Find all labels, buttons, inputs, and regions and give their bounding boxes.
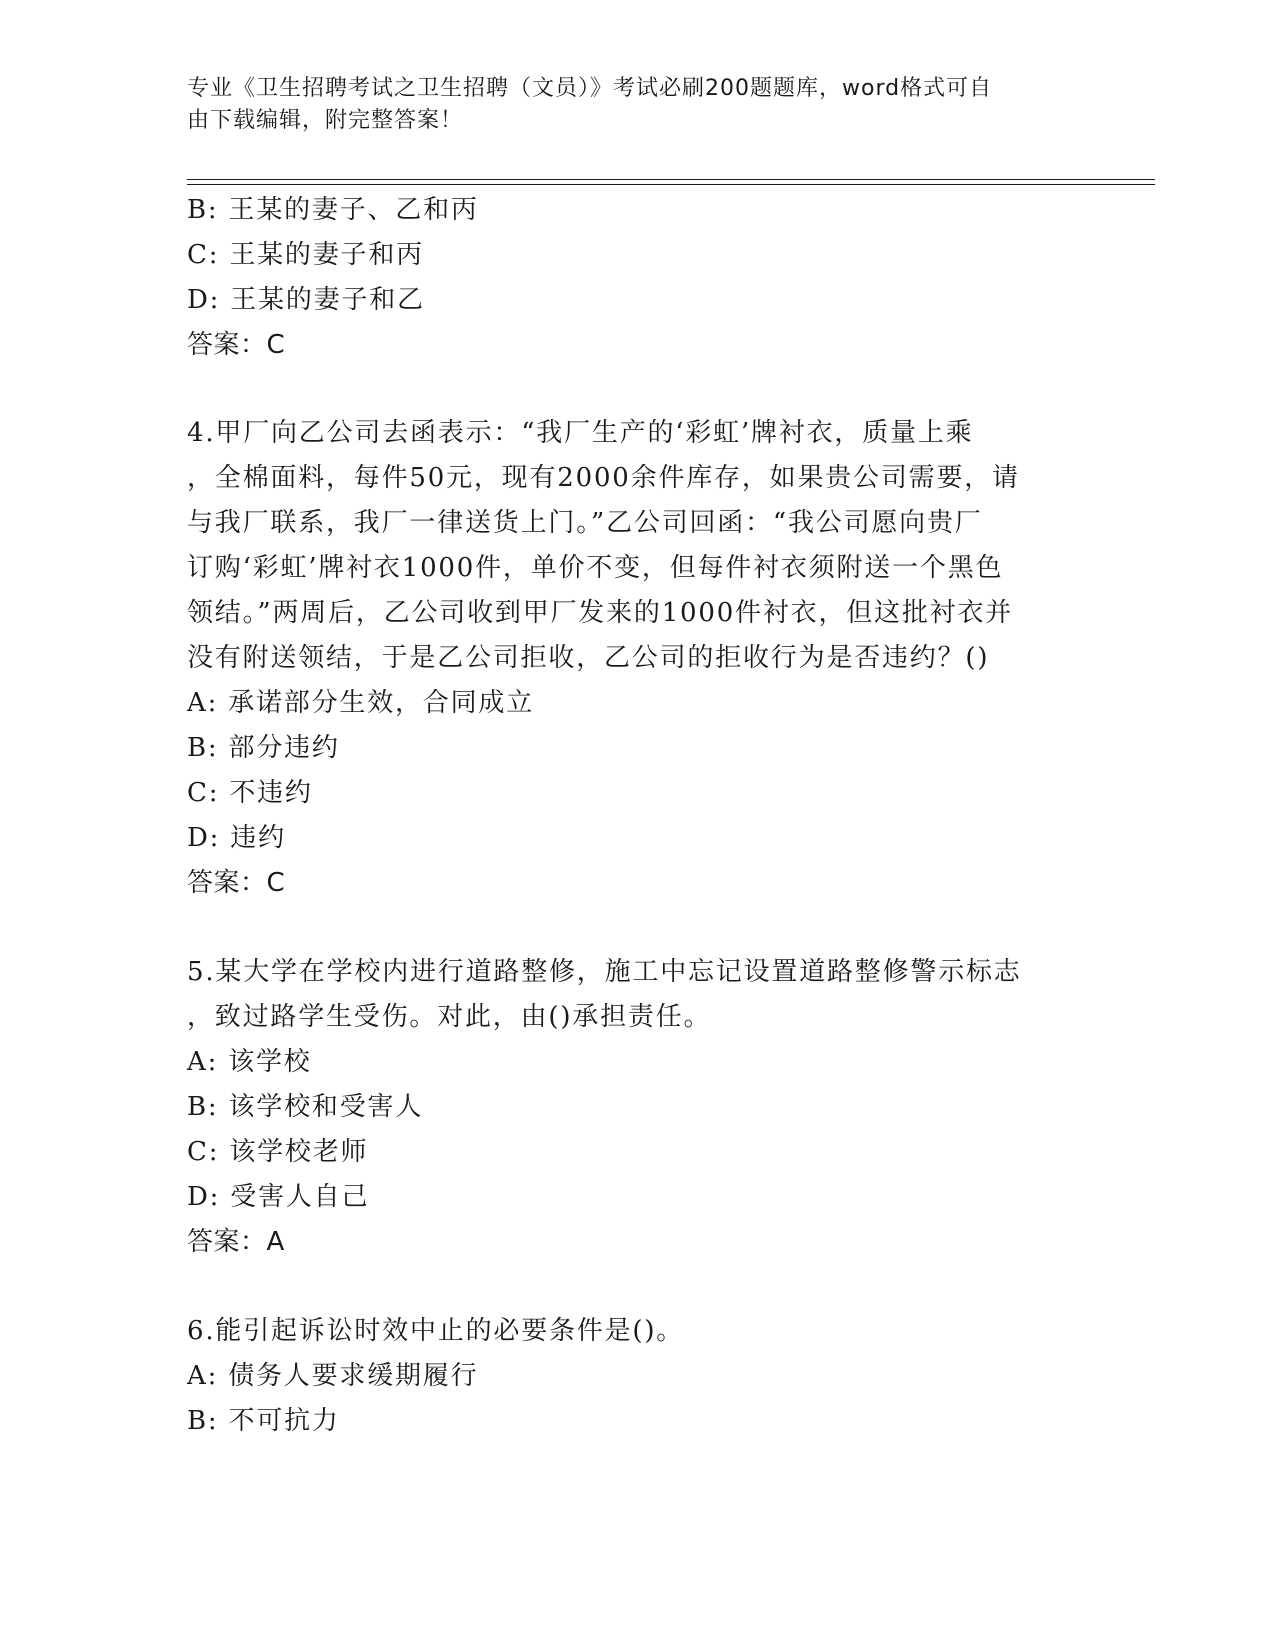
header-line-1: 专业《卫生招聘考试之卫生招聘（文员）》考试必刷200题题库，word格式可自 xyxy=(187,76,993,101)
q4-stem-line: 4.甲厂向乙公司去函表示：“我厂生产的‘彩虹’牌衬衣，质量上乘 xyxy=(187,418,974,448)
q4-stem-line: 没有附送领结，于是乙公司拒收，乙公司的拒收行为是否违约？() xyxy=(187,643,990,673)
q5-answer: 答案：A xyxy=(187,1227,285,1257)
q4-option-b: B: 部分违约 xyxy=(187,733,340,763)
q4-option-c: C: 不违约 xyxy=(187,778,313,808)
document-header xyxy=(187,73,1077,137)
q5-option-a: A: 该学校 xyxy=(187,1047,312,1077)
q3-option-b: B: 王某的妻子、乙和丙 xyxy=(187,195,479,225)
q6-option-a: A: 债务人要求缓期履行 xyxy=(187,1361,479,1391)
q4-stem-line: ，全棉面料，每件50元，现有2000余件库存，如果贵公司需要，请 xyxy=(187,463,1020,493)
q3-option-c: C: 王某的妻子和丙 xyxy=(187,240,424,270)
q4-stem-line: 领结。”两周后，乙公司收到甲厂发来的1000件衬衣，但这批衬衣并 xyxy=(187,598,1014,628)
q5-option-b: B: 该学校和受害人 xyxy=(187,1092,424,1122)
q3-answer: 答案：C xyxy=(187,330,286,360)
q4-option-d: D: 违约 xyxy=(187,823,286,853)
q3-option-d: D: 王某的妻子和乙 xyxy=(187,285,425,315)
q4-stem-line: 订购‘彩虹’牌衬衣1000件，单价不变，但每件衬衣须附送一个黑色 xyxy=(187,553,1004,583)
q5-stem-line: ，致过路学生受伤。对此，由()承担责任。 xyxy=(187,1002,712,1032)
q6-stem-line: 6.能引起诉讼时效中止的必要条件是()。 xyxy=(187,1316,685,1346)
q4-option-a: A: 承诺部分生效，合同成立 xyxy=(187,688,535,718)
q4-stem-line: 与我厂联系，我厂一律送货上门。”乙公司回函：“我公司愿向贵厂 xyxy=(187,508,983,538)
header-divider-bottom xyxy=(187,184,1155,185)
q5-option-c: C: 该学校老师 xyxy=(187,1137,369,1167)
q6-option-b: B: 不可抗力 xyxy=(187,1406,340,1436)
header-divider-top xyxy=(187,179,1155,180)
q4-answer: 答案：C xyxy=(187,868,286,898)
header-line-2: 由下载编辑，附完整答案！ xyxy=(187,108,464,133)
q5-option-d: D: 受害人自己 xyxy=(187,1182,370,1212)
q5-stem-line: 5.某大学在学校内进行道路整修，施工中忘记设置道路整修警示标志 xyxy=(187,957,1022,987)
